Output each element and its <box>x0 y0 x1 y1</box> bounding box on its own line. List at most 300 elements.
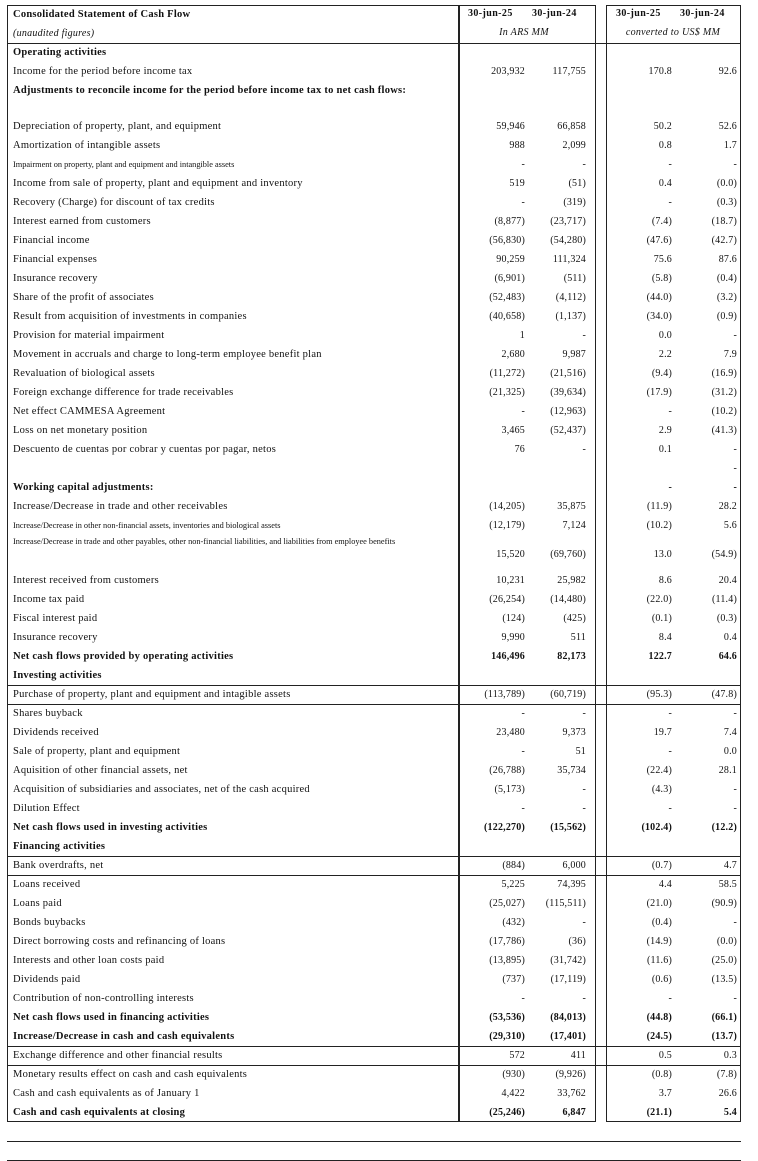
table-row <box>7 704 741 723</box>
value-ars-jun25: (122,270) <box>484 822 525 833</box>
row-label: Monetary results effect on cash and cash equivalents <box>13 1069 248 1080</box>
col-ars-jun24: 30-jun-24 <box>532 8 577 19</box>
table-row <box>7 989 741 1008</box>
table-row <box>7 666 741 685</box>
row-label: Movement in accruals and charge to long-term employee benefit plan <box>13 349 322 360</box>
value-usd-jun25: - <box>668 197 672 208</box>
row-label: Interest earned from customers <box>13 216 151 227</box>
value-usd-jun25: 8.4 <box>658 632 672 643</box>
value-ars-jun25: (17,786) <box>489 936 525 947</box>
value-usd-jun25: (4.3) <box>651 784 672 795</box>
value-usd-jun25: 0.8 <box>658 140 672 151</box>
value-ars-jun24: 33,762 <box>557 1088 586 1099</box>
row-label: Cash and cash equivalents as of January 1 <box>13 1088 200 1099</box>
value-ars-jun24: (52,437) <box>550 425 586 436</box>
table-row <box>7 364 741 383</box>
value-usd-jun24: (25.0) <box>711 955 737 966</box>
header-row-1 <box>7 5 741 24</box>
value-usd-jun24: - <box>733 444 737 455</box>
table-row <box>7 136 741 155</box>
table-row <box>7 402 741 421</box>
row-label: Loans paid <box>13 898 62 909</box>
value-ars-jun24: (54,280) <box>550 235 586 246</box>
header-row-2 <box>7 24 741 43</box>
row-label: Net cash flows provided by operating activities <box>13 651 234 662</box>
total-row <box>7 647 741 666</box>
value-ars-jun25: 203,932 <box>491 66 525 77</box>
table-row <box>7 761 741 780</box>
table-row <box>7 856 741 875</box>
value-usd-jun25: (102.4) <box>641 822 672 833</box>
value-ars-jun24: 35,875 <box>557 501 586 512</box>
table-row <box>7 81 741 117</box>
table-row <box>7 780 741 799</box>
value-usd-jun24: 0.4 <box>723 632 737 643</box>
row-label: Recovery (Charge) for discount of tax credits <box>13 197 215 208</box>
table-row <box>7 421 741 440</box>
table-row <box>7 231 741 250</box>
total-bottom-line <box>7 1065 741 1066</box>
value-usd-jun25: 8.6 <box>658 575 672 586</box>
value-usd-jun25: (44.0) <box>646 292 672 303</box>
value-ars-jun24: 111,324 <box>552 254 586 265</box>
value-usd-jun24: (7.8) <box>716 1069 737 1080</box>
value-ars-jun24: - <box>582 917 586 928</box>
value-ars-jun25: 988 <box>509 140 525 151</box>
value-usd-jun25: (44.8) <box>646 1012 672 1023</box>
value-usd-jun24: (3.2) <box>716 292 737 303</box>
table-row <box>7 685 741 704</box>
value-ars-jun24: - <box>582 803 586 814</box>
table-row <box>7 212 741 231</box>
row-label: Income tax paid <box>13 594 85 605</box>
total-top-line <box>7 685 741 686</box>
value-ars-jun24: (60,719) <box>550 689 586 700</box>
value-ars-jun24: (36) <box>568 936 586 947</box>
value-usd-jun25: 13.0 <box>653 549 672 560</box>
value-ars-jun24: 6,000 <box>562 860 586 871</box>
value-usd-jun24: (13.7) <box>711 1031 737 1042</box>
value-ars-jun25: 15,520 <box>496 549 525 560</box>
total-row <box>7 1008 741 1027</box>
value-usd-jun24: (0.3) <box>716 613 737 624</box>
value-ars-jun25: - <box>521 746 525 757</box>
value-usd-jun24: (42.7) <box>711 235 737 246</box>
row-label: Aquisition of other financial assets, net <box>13 765 188 776</box>
value-usd-jun25: (21.0) <box>646 898 672 909</box>
value-ars-jun25: (8,877) <box>494 216 525 227</box>
value-ars-jun24: - <box>582 708 586 719</box>
table-row <box>7 723 741 742</box>
value-usd-jun24: 28.2 <box>718 501 737 512</box>
value-usd-jun24: 5.6 <box>723 520 737 531</box>
row-label: Operating activities <box>13 47 107 58</box>
value-ars-jun25: (52,483) <box>489 292 525 303</box>
table-row <box>7 155 741 174</box>
row-label: Impairment on property, plant and equipment and intangible assets <box>13 160 235 169</box>
value-usd-jun24: (66.1) <box>711 1012 737 1023</box>
table-row <box>7 326 741 345</box>
total-bottom-line <box>7 875 741 876</box>
value-ars-jun24: (12,963) <box>550 406 586 417</box>
value-usd-jun24: - <box>733 803 737 814</box>
table-row <box>7 174 741 193</box>
value-usd-jun24: 5.4 <box>723 1107 737 1118</box>
table-row <box>7 478 741 497</box>
value-usd-jun24: 58.5 <box>718 879 737 890</box>
value-ars-jun24: 51 <box>575 746 586 757</box>
row-label: Net cash flows used in investing activities <box>13 822 208 833</box>
header-divider <box>7 43 741 44</box>
value-ars-jun24: (511) <box>563 273 586 284</box>
value-ars-jun25: 9,990 <box>501 632 525 643</box>
row-label: Loans received <box>13 879 81 890</box>
value-usd-jun24: (10.2) <box>711 406 737 417</box>
table-row <box>7 875 741 894</box>
row-label: Shares buyback <box>13 708 83 719</box>
value-usd-jun25: (0.4) <box>651 917 672 928</box>
value-usd-jun25: 0.0 <box>658 330 672 341</box>
row-label: Dividends paid <box>13 974 81 985</box>
value-ars-jun24: - <box>582 444 586 455</box>
row-label: Exchange difference and other financial results <box>13 1050 223 1061</box>
value-usd-jun25: 19.7 <box>653 727 672 738</box>
table-row <box>7 516 741 535</box>
value-ars-jun25: (432) <box>502 917 525 928</box>
row-label: Insurance recovery <box>13 273 98 284</box>
value-ars-jun25: 23,480 <box>496 727 525 738</box>
value-ars-jun25: - <box>521 708 525 719</box>
value-usd-jun25: 0.1 <box>658 444 672 455</box>
table-row <box>7 345 741 364</box>
value-ars-jun25: 90,259 <box>496 254 525 265</box>
row-label: Interest received from customers <box>13 575 159 586</box>
row-label: Interests and other loan costs paid <box>13 955 165 966</box>
value-ars-jun24: - <box>582 159 586 170</box>
table-row <box>7 1046 741 1065</box>
value-usd-jun25: (22.0) <box>646 594 672 605</box>
row-label: Dividends received <box>13 727 99 738</box>
row-label: Working capital adjustments: <box>13 482 154 493</box>
table-row <box>7 250 741 269</box>
table-row <box>7 269 741 288</box>
total-top-line <box>7 1141 741 1142</box>
value-ars-jun25: (11,272) <box>489 368 525 379</box>
value-usd-jun25: (0.8) <box>651 1069 672 1080</box>
value-ars-jun24: (9,926) <box>555 1069 586 1080</box>
value-ars-jun25: (737) <box>502 974 525 985</box>
row-label: Financing activities <box>13 841 106 852</box>
value-usd-jun24: 26.6 <box>718 1088 737 1099</box>
value-ars-jun24: 25,982 <box>557 575 586 586</box>
value-usd-jun25: (0.1) <box>651 613 672 624</box>
value-ars-jun24: 74,395 <box>557 879 586 890</box>
table-row <box>7 571 741 590</box>
table-row <box>7 383 741 402</box>
value-usd-jun24: - <box>733 917 737 928</box>
cash-flow-statement <box>7 5 741 1122</box>
total-row <box>7 818 741 837</box>
value-usd-jun24: (31.2) <box>711 387 737 398</box>
value-ars-jun24: 411 <box>570 1050 586 1061</box>
value-usd-jun24: (41.3) <box>711 425 737 436</box>
row-label: Increase/Decrease in trade and other payables, other non-financial liabilities, and liabilities from employee benefits <box>13 537 396 546</box>
value-usd-jun24: (0.4) <box>716 273 737 284</box>
value-usd-jun25: (47.6) <box>646 235 672 246</box>
value-ars-jun25: (14,205) <box>489 501 525 512</box>
value-ars-jun24: (319) <box>563 197 586 208</box>
table-row <box>7 609 741 628</box>
unit-usd-label: converted to US$ MM <box>625 27 721 38</box>
value-usd-jun25: 170.8 <box>648 66 672 77</box>
value-ars-jun25: (5,173) <box>494 784 525 795</box>
value-ars-jun24: (15,562) <box>550 822 586 833</box>
row-label: Increase/Decrease in other non-financial assets, inventories and biological assets <box>13 521 281 530</box>
table-row <box>7 913 741 932</box>
table-row <box>7 970 741 989</box>
value-usd-jun25: - <box>668 803 672 814</box>
value-ars-jun25: (56,830) <box>489 235 525 246</box>
value-ars-jun24: 9,987 <box>562 349 586 360</box>
row-label: Income from sale of property, plant and equipment and inventory <box>13 178 303 189</box>
value-ars-jun25: (21,325) <box>489 387 525 398</box>
value-ars-jun25: 1 <box>519 330 525 341</box>
value-usd-jun24: (0.3) <box>716 197 737 208</box>
value-ars-jun24: (4,112) <box>555 292 586 303</box>
value-usd-jun24: 28.1 <box>718 765 737 776</box>
table-row <box>7 43 741 62</box>
value-usd-jun25: (0.7) <box>651 860 672 871</box>
value-ars-jun24: (115,511) <box>545 898 586 909</box>
value-usd-jun25: (34.0) <box>646 311 672 322</box>
col-usd-jun25: 30-jun-25 <box>616 8 661 19</box>
value-ars-jun25: 146,496 <box>491 651 525 662</box>
row-label: Financial expenses <box>13 254 98 265</box>
value-ars-jun24: - <box>582 993 586 1004</box>
table-row <box>7 932 741 951</box>
total-top-line <box>7 1046 741 1047</box>
table-row <box>7 742 741 761</box>
value-usd-jun25: (0.6) <box>651 974 672 985</box>
value-ars-jun25: 76 <box>514 444 525 455</box>
value-usd-jun24: - <box>733 784 737 795</box>
value-ars-jun24: (1,137) <box>555 311 586 322</box>
row-label: Investing activities <box>13 670 102 681</box>
value-ars-jun25: (113,789) <box>484 689 525 700</box>
value-usd-jun25: (5.8) <box>651 273 672 284</box>
value-ars-jun25: 2,680 <box>501 349 525 360</box>
value-ars-jun24: (51) <box>568 178 586 189</box>
value-usd-jun24: (13.5) <box>711 974 737 985</box>
value-ars-jun24: 2,099 <box>562 140 586 151</box>
value-usd-jun24: - <box>733 482 737 493</box>
row-label: Foreign exchange difference for trade receivables <box>13 387 234 398</box>
value-ars-jun24: (23,717) <box>550 216 586 227</box>
value-ars-jun25: 4,422 <box>501 1088 525 1099</box>
row-label: Purchase of property, plant and equipment and intagible assets <box>13 689 291 700</box>
value-usd-jun25: - <box>668 993 672 1004</box>
value-usd-jun25: 0.4 <box>658 178 672 189</box>
value-ars-jun24: 6,847 <box>562 1107 586 1118</box>
value-ars-jun25: 519 <box>509 178 525 189</box>
value-ars-jun24: 82,173 <box>557 651 586 662</box>
row-label: Loss on net monetary position <box>13 425 148 436</box>
value-usd-jun24: (16.9) <box>711 368 737 379</box>
value-usd-jun24: - <box>733 463 737 474</box>
value-usd-jun24: 7.4 <box>723 727 737 738</box>
value-ars-jun25: (53,536) <box>489 1012 525 1023</box>
total-bottom-line <box>7 704 741 705</box>
statement-subtitle: (unaudited figures) <box>13 28 95 39</box>
value-ars-jun24: (69,760) <box>550 549 586 560</box>
value-usd-jun24: 0.3 <box>723 1050 737 1061</box>
value-usd-jun24: 20.4 <box>718 575 737 586</box>
table-row <box>7 193 741 212</box>
table-row <box>7 1084 741 1103</box>
value-usd-jun24: 0.0 <box>723 746 737 757</box>
value-usd-jun24: (0.0) <box>716 178 737 189</box>
col-usd-jun24: 30-jun-24 <box>680 8 725 19</box>
row-label: Descuento de cuentas por cobrar y cuentas por pagar, netos <box>13 444 277 455</box>
value-ars-jun24: (17,401) <box>550 1031 586 1042</box>
table-row <box>7 590 741 609</box>
value-ars-jun25: 5,225 <box>501 879 525 890</box>
value-usd-jun25: (17.9) <box>646 387 672 398</box>
value-ars-jun24: 117,755 <box>552 66 586 77</box>
row-label: Net cash flows used in financing activities <box>13 1012 210 1023</box>
value-usd-jun25: (7.4) <box>651 216 672 227</box>
value-ars-jun24: 511 <box>570 632 586 643</box>
value-usd-jun24: 52.6 <box>718 121 737 132</box>
statement-body <box>7 43 741 1122</box>
value-ars-jun25: (6,901) <box>494 273 525 284</box>
value-ars-jun25: (26,788) <box>489 765 525 776</box>
row-label: Adjustments to reconcile income for the period before income tax to net cash flows: <box>13 85 407 96</box>
value-ars-jun24: (31,742) <box>550 955 586 966</box>
value-usd-jun25: 2.9 <box>658 425 672 436</box>
table-row <box>7 951 741 970</box>
value-ars-jun25: (884) <box>502 860 525 871</box>
value-usd-jun24: 4.7 <box>723 860 737 871</box>
value-usd-jun24: (0.9) <box>716 311 737 322</box>
value-ars-jun25: (29,310) <box>489 1031 525 1042</box>
table-row <box>7 894 741 913</box>
value-usd-jun25: 50.2 <box>653 121 672 132</box>
unit-ars-label: In ARS MM <box>499 27 549 38</box>
value-ars-jun25: (12,179) <box>489 520 525 531</box>
value-usd-jun25: - <box>668 406 672 417</box>
value-usd-jun25: (9.4) <box>651 368 672 379</box>
value-usd-jun25: (21.1) <box>646 1107 672 1118</box>
table-row <box>7 1027 741 1046</box>
value-usd-jun24: 87.6 <box>718 254 737 265</box>
value-ars-jun25: - <box>521 993 525 1004</box>
value-usd-jun25: (14.9) <box>646 936 672 947</box>
value-usd-jun25: (24.5) <box>646 1031 672 1042</box>
row-label: Result from acquisition of investments in companies <box>13 311 247 322</box>
row-label: Contribution of non-controlling interests <box>13 993 194 1004</box>
value-usd-jun24: (11.4) <box>712 594 737 605</box>
row-label: Provision for material impairment <box>13 330 165 341</box>
table-row <box>7 837 741 856</box>
value-usd-jun25: 0.5 <box>658 1050 672 1061</box>
value-ars-jun24: 66,858 <box>557 121 586 132</box>
value-usd-jun25: (22.4) <box>646 765 672 776</box>
value-ars-jun24: (17,119) <box>550 974 586 985</box>
value-usd-jun25: - <box>668 159 672 170</box>
table-row <box>7 799 741 818</box>
value-usd-jun25: 4.4 <box>658 879 672 890</box>
row-label: Sale of property, plant and equipment <box>13 746 181 757</box>
statement-title: Consolidated Statement of Cash Flow <box>13 9 191 20</box>
row-label: Amortization of intangible assets <box>13 140 161 151</box>
row-label: Income for the period before income tax <box>13 66 193 77</box>
value-usd-jun25: 75.6 <box>653 254 672 265</box>
row-label: Fiscal interest paid <box>13 613 98 624</box>
value-ars-jun25: 59,946 <box>496 121 525 132</box>
value-usd-jun24: 92.6 <box>718 66 737 77</box>
row-label: Increase/Decrease in cash and cash equivalents <box>13 1031 235 1042</box>
value-ars-jun25: - <box>521 803 525 814</box>
row-label: Net effect CAMMESA Agreement <box>13 406 166 417</box>
table-row <box>7 440 741 459</box>
value-usd-jun25: - <box>668 746 672 757</box>
spacer-row <box>7 459 741 478</box>
value-ars-jun24: (14,480) <box>550 594 586 605</box>
value-ars-jun24: (39,634) <box>550 387 586 398</box>
table-row <box>7 62 741 81</box>
table-row <box>7 628 741 647</box>
value-usd-jun24: (12.2) <box>711 822 737 833</box>
row-label: Revaluation of biological assets <box>13 368 155 379</box>
value-usd-jun24: (0.0) <box>716 936 737 947</box>
table-row <box>7 117 741 136</box>
value-usd-jun24: - <box>733 993 737 1004</box>
value-usd-jun25: (10.2) <box>646 520 672 531</box>
col-ars-jun25: 30-jun-25 <box>468 8 513 19</box>
value-ars-jun24: (21,516) <box>550 368 586 379</box>
value-ars-jun24: - <box>582 784 586 795</box>
value-usd-jun24: 7.9 <box>723 349 737 360</box>
table-row <box>7 535 741 571</box>
value-ars-jun25: 572 <box>509 1050 525 1061</box>
value-ars-jun24: 9,373 <box>562 727 586 738</box>
value-ars-jun25: - <box>521 406 525 417</box>
value-usd-jun25: 122.7 <box>648 651 672 662</box>
row-label: Dilution Effect <box>13 803 80 814</box>
value-usd-jun25: (11.6) <box>647 955 672 966</box>
total-top-line <box>7 856 741 857</box>
row-label: Direct borrowing costs and refinancing of loans <box>13 936 226 947</box>
value-usd-jun24: (54.9) <box>711 549 737 560</box>
row-label: Financial income <box>13 235 90 246</box>
row-label: Depreciation of property, plant, and equipment <box>13 121 222 132</box>
row-label: Increase/Decrease in trade and other receivables <box>13 501 228 512</box>
row-label: Bank overdrafts, net <box>13 860 104 871</box>
value-ars-jun24: 35,734 <box>557 765 586 776</box>
value-ars-jun25: (930) <box>502 1069 525 1080</box>
value-ars-jun25: - <box>521 197 525 208</box>
table-row <box>7 307 741 326</box>
value-usd-jun24: - <box>733 708 737 719</box>
value-usd-jun24: (18.7) <box>711 216 737 227</box>
value-usd-jun24: 1.7 <box>723 140 737 151</box>
row-label: Acquisition of subsidiaries and associates, net of the cash acquired <box>13 784 310 795</box>
value-usd-jun25: - <box>668 708 672 719</box>
value-ars-jun25: (25,027) <box>489 898 525 909</box>
value-usd-jun25: (95.3) <box>646 689 672 700</box>
value-usd-jun24: - <box>733 159 737 170</box>
